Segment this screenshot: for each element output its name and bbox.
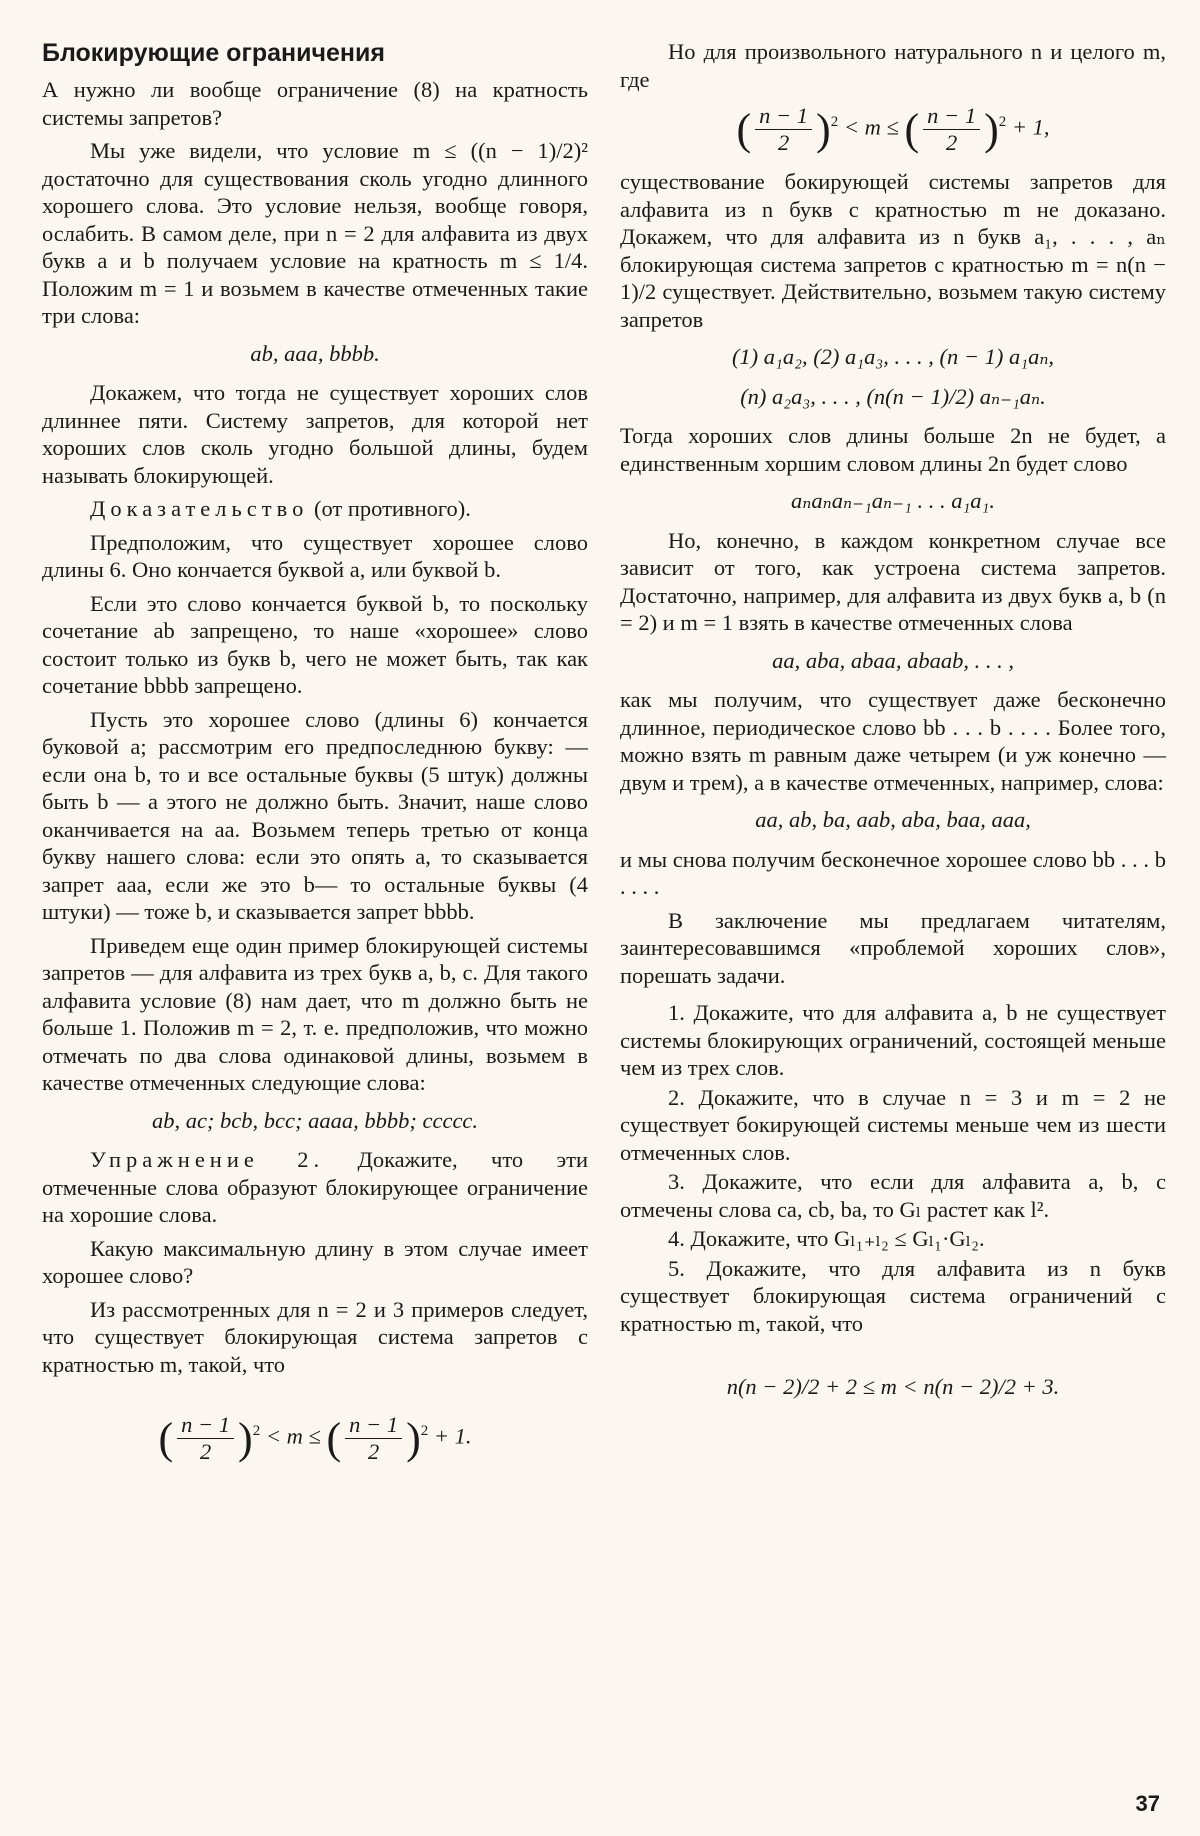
formula: (n) a₂a₃, . . . , (n(n − 1)/2) aₙ₋₁aₙ. (740, 383, 1046, 409)
paragraph: и мы снова получим бесконечное хорошее слово bb . . . b . . . . (620, 846, 1166, 899)
paragraph: Какую максимальную длину в этом случае имеет хорошее слово? (42, 1235, 588, 1288)
page-number: 37 (1135, 1791, 1160, 1816)
exercise-label: Упражнение 2. (90, 1147, 325, 1172)
formula: ab, ac; bcb, bcc; aaaa, bbbb; ccccc. (151, 1107, 479, 1133)
paragraph: Пусть это хорошее слово (длины 6) кончается буковой a; рассмотрим его предпоследнюю букву: — если она b, то и все остальные буквы (5 штук) должны быть b — а этого не должно быть. Значит, наше слово оканчивается на aa. Возьмем теперь третью от конца букву нашего слова: если это опять a, то сказывается запрет aaa, если же это b— то остальные буквы (4 штуки) — тоже b, и сказывается запрет bbbb. (42, 706, 588, 924)
paragraph: существование бокирующей системы запретов для алфавита из n букв с кратностью m не доказано. Докажем, что для алфавита из n букв a₁, . . . , aₙ блокирующая система запретов с кратностью m = n(n − 1)/2 существует. Действительно, возьмем такую систему запретов (620, 169, 1166, 332)
problem-item: 5. Докажите, что для алфавита из n букв существует блокирующая система ограничений с кратностью m, такой, что (620, 1255, 1166, 1336)
paragraph: как мы получим, что существует даже бесконечно длинное, периодическое слово bb . . . b . . . . Более того, можно взять m равным даже четырем (и уж конечно — двум и трем), а в качестве отмеченных, например, слова: (620, 687, 1166, 795)
paragraph: Из рассмотренных для n = 2 и 3 примеров следует, что существует блокирующая система запретов с кратностью m, такой, что (42, 1296, 588, 1377)
formula: aa, ab, ba, aab, aba, baa, aaa, (755, 807, 1031, 832)
section-heading: Блокирующие ограничения (42, 39, 385, 67)
formula: ( $\frac{n - 1}{2}$ )$^2$ < m ≤ ( $\frac{n - 1}{2}$ )$^2$ + 1, (736, 103, 1050, 155)
paragraph (42, 495, 588, 523)
paragraph: Но для произвольного натурального n и целого m, где (620, 39, 1166, 92)
problem-list (620, 999, 1166, 1337)
paragraph: Приведем еще один пример блокирующей системы запретов — для алфавита из трех букв a, b, c. Для такого алфавита условие (8) нам дает, что m должно быть не больше 1. Положив m = 2, т. е. предположив, что можно отмечать по два слова одинаковой длины, возьмем в качестве отмеченных следующие слова: (42, 932, 588, 1095)
paragraph: Если это слово кончается буквой b, то поскольку сочетание ab запрещено, то наше «хорошее» слово состоит только из букв b, чего не может быть, так как сочетание bbbb запрещено. (42, 590, 588, 698)
formula-tail: + 1. (433, 1423, 472, 1449)
paragraph: Докажем, что тогда не существует хороших слов длиннее пяти. Систему запретов, для которой нет хороших слов сколь угодно большой длины, будем называть блокирующей. (42, 380, 588, 488)
formula: aa, aba, abaa, abaab, . . . , (772, 647, 1014, 673)
paragraph (42, 1146, 588, 1229)
formula-tail: + 1, (1011, 114, 1050, 140)
paragraph: Мы уже видели, что условие m ≤ ((n − 1)/2)² достаточно для существования сколь угодно длинного хорошего слова. Это условие нельзя, вообще говоря, ослабить. В самом деле, при n = 2 для алфавита из двух букв a и b получаем условие на кратность m ≤ 1/4. Положим m = 1 и возьмем в качестве отмеченных такие три слова: (42, 138, 588, 328)
paragraph: Но, конечно, в каждом конкретном случае все зависит от того, как устроена система запретов. Достаточно, например, для алфавита из двух букв a, b (n = 2) и m = 1 взять в качестве отмеченных слова (620, 527, 1166, 635)
formula-relation: < m ≤ (843, 114, 899, 140)
proof-label: Доказательство (90, 496, 309, 521)
formula: aₙaₙaₙ₋₁aₙ₋₁ . . . a₁a₁. (790, 488, 996, 513)
left-column (42, 38, 588, 1477)
formula: n(n − 2)/2 + 2 ≤ m < n(n − 2)/2 + 3. (726, 1374, 1060, 1399)
formula: ab, aaa, bbbb. (250, 340, 380, 366)
right-column (620, 38, 1166, 1413)
paragraph: Предположим, что существует хорошее слово длины 6. Оно кончается буквой a, или буквой b. (42, 529, 588, 582)
problem-item: 1. Докажите, что для алфавита a, b не существует системы блокирующих ограничений, состоящей меньше чем из трех слов. (620, 1000, 1166, 1080)
problem-item: 2. Докажите, что в случае n = 3 и m = 2 не существует бокирующей системы меньше чем из шести отмеченных слов. (620, 1084, 1166, 1165)
paragraph: А нужно ли вообще ограничение (8) на кратность системы запретов? (42, 77, 588, 130)
formula: ( $\frac{n - 1}{2}$ )$^2$ < m ≤ ( $\frac{n - 1}{2}$ )$^2$ + 1. (158, 1412, 472, 1464)
paragraph: В заключение мы предлагаем читателям, заинтересовавшимся «проблемой хороших слов», порешать задачи. (620, 907, 1166, 988)
proof-note: (от противного). (313, 496, 471, 521)
formula-relation: < m ≤ (265, 1423, 321, 1449)
problem-item: 3. Докажите, что если для алфавита a, b, c отмечены слова ca, cb, ba, то Gₗ растет как l². (620, 1169, 1166, 1222)
formula: (1) a₁a₂, (2) a₁a₃, . . . , (n − 1) a₁aₙ, (731, 344, 1055, 369)
paragraph: Тогда хороших слов длины больше 2n не будет, а единственным хоршим словом длины 2n будет слово (620, 423, 1166, 476)
problem-item: 4. Докажите, что Gₗ₁₊ₗ₂ ≤ Gₗ₁·Gₗ₂. (668, 1226, 985, 1251)
exercise-text: Докажите, что эти отмеченные слова образуют блокирующее ограничение на хорошие слова. (42, 1147, 589, 1227)
